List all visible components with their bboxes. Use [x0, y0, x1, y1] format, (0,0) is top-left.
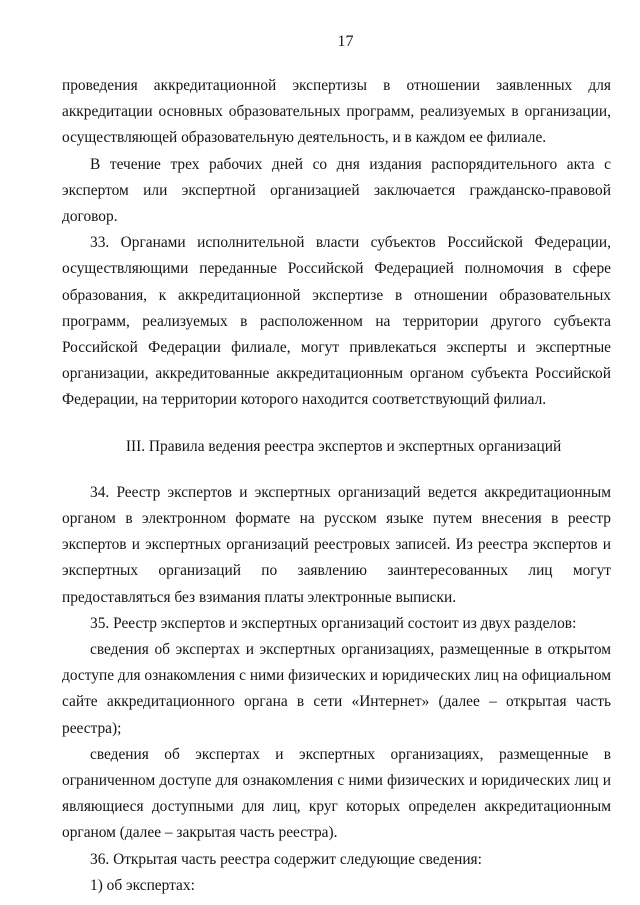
paragraph-36: 36. Открытая часть реестра содержит следующие сведения:: [90, 850, 482, 868]
paragraph-continuation: проведения аккредитационной экспертизы в отношении заявленных для аккредитации основных образовательных программ, реализуемых в организации, осуществляющей образовательную деятельность, и в каждом ее филиале.: [62, 77, 611, 147]
paragraph-open-section: сведения об экспертах и экспертных организациях, размещенные в открытом доступе для ознакомления с ними физических и юридических лиц на официальном сайте аккредитационного органа в сети «Интернет» (далее – открытая часть реестра);: [62, 641, 611, 737]
paragraph-33: 33. Органами исполнительной власти субъектов Российской Федерации, осуществляющими переданные Российской Федерацией полномочия в сфере образования, к аккредитационной экспертизе в отношении образовательных программ, реализуемых в расположенном на территории другого субъекта Российской Федерации филиале, могут привлекаться эксперты и экспертные организации, аккредитованные аккредитационным органом субъекта Российской Федерации, на территории которого находится соответствующий филиал.: [62, 234, 611, 409]
paragraph-experts-item: 1) об экспертах:: [90, 876, 195, 894]
page-number: 17: [337, 33, 354, 50]
document-body: [62, 73, 611, 899]
section-heading: III. Правила ведения реестра экспертов и экспертных организаций: [125, 437, 562, 455]
paragraph-35: 35. Реестр экспертов и экспертных организаций состоит из двух разделов:: [90, 614, 577, 632]
paragraph-contract: В течение трех рабочих дней со дня издания распорядительного акта с экспертом или экспертной организацией заключается гражданско-правовой договор.: [62, 155, 611, 226]
paragraph-34: 34. Реестр экспертов и экспертных организаций ведется аккредитационным органом в электронном формате на русском языке путем внесения в реестр экспертов и экспертных организаций реестровых записей. Из реестра экспертов и экспертных организаций по заявлению заинтересованных лиц могут предоставляться без взимания платы электронные выписки.: [62, 483, 611, 606]
paragraph-closed-section: сведения об экспертах и экспертных организациях, размещенные в ограниченном доступе для ознакомления с ними физических и юридических лиц и являющиеся доступными для лиц, круг которых определен аккредитационным органом (далее – закрытая часть реестра).: [62, 745, 611, 842]
